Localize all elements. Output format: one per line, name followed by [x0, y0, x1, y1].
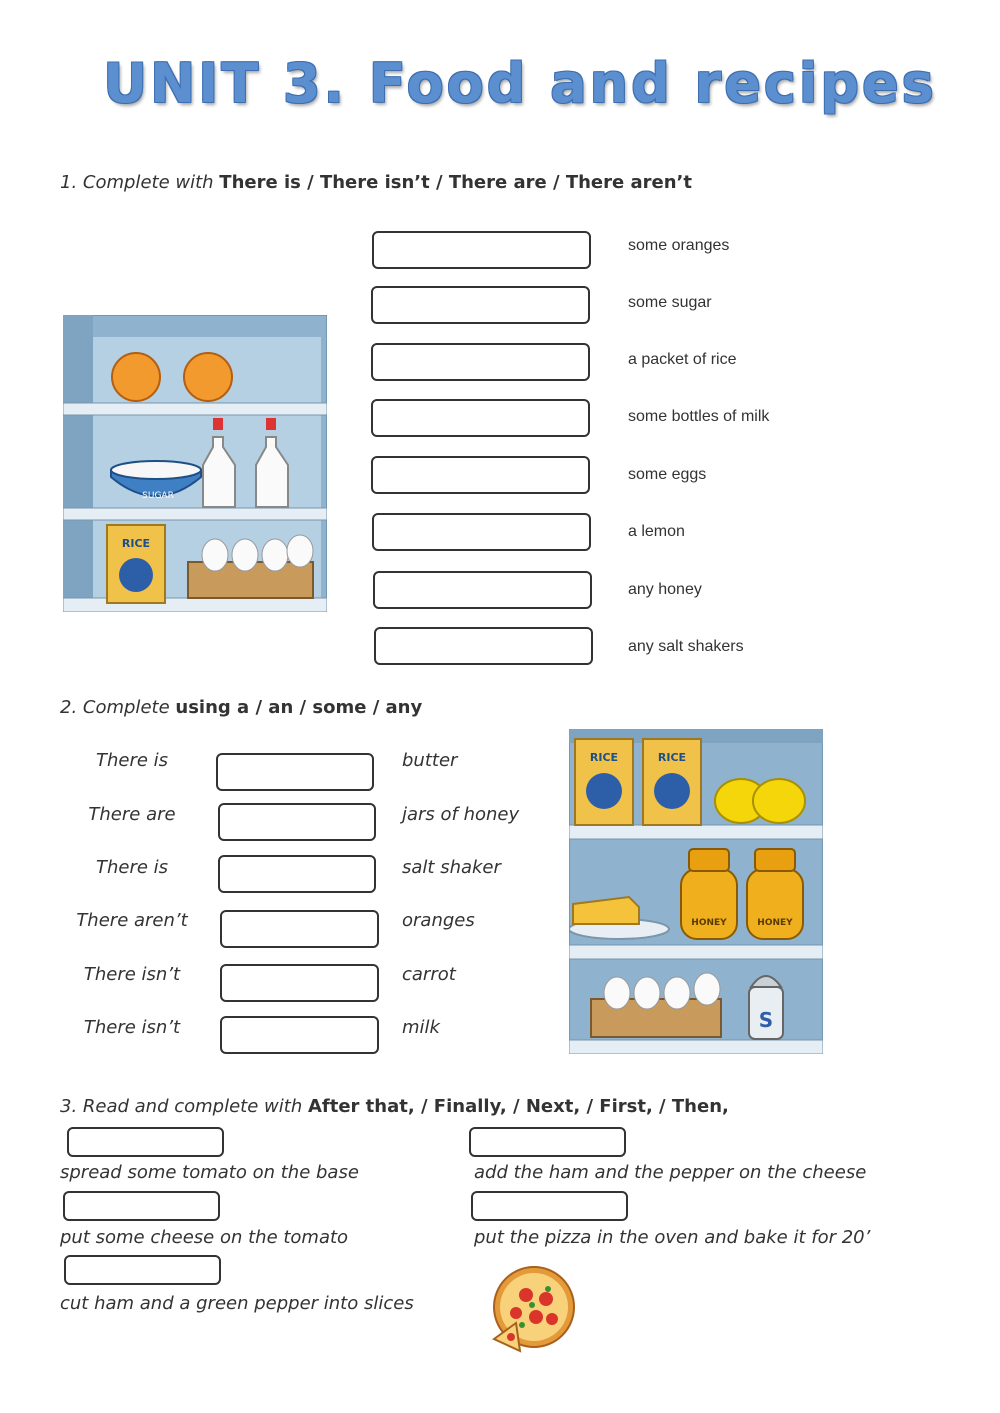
item-label: some eggs [628, 466, 707, 483]
sentence-end: butter [402, 750, 458, 771]
answer-box-2-2[interactable] [218, 803, 376, 841]
honey-jar-icon [681, 869, 737, 939]
exercise-3-heading [60, 1096, 729, 1117]
sentence-end: jars of honey [402, 804, 520, 825]
exercise-2-heading [60, 697, 422, 718]
answer-box-2-5[interactable] [220, 964, 379, 1002]
rice-label: RICE [657, 751, 687, 764]
answer-box-2-4[interactable] [220, 910, 379, 948]
sentence-start: There are [88, 804, 176, 825]
orange-icon [184, 353, 232, 401]
item-label: any honey [628, 581, 702, 598]
lemon-icon [753, 779, 805, 823]
recipe-step: add the ham and the pepper on the cheese [474, 1162, 867, 1183]
answer-box-3-2[interactable] [63, 1191, 220, 1221]
honey-jar-icon [747, 869, 803, 939]
page-title: UNIT 3. Food and recipes [103, 52, 937, 115]
answer-box-1-8[interactable] [374, 627, 593, 665]
answer-box-2-6[interactable] [220, 1016, 379, 1054]
exercise-1-heading [60, 172, 692, 193]
salt-label: S [758, 1008, 774, 1032]
exercise-3-options: After that, / Finally, / Next, / First, / Then, [307, 1096, 729, 1117]
answer-box-2-3[interactable] [218, 855, 376, 893]
recipe-step: cut ham and a green pepper into slices [60, 1293, 414, 1314]
sentence-start: There is [95, 750, 169, 771]
sentence-start: There isn’t [83, 964, 181, 985]
orange-icon [112, 353, 160, 401]
exercise-3-prompt: 3. Read and complete with [60, 1096, 303, 1117]
pizza-icon [486, 1265, 582, 1355]
answer-box-1-3[interactable] [371, 343, 590, 381]
sentence-end: carrot [402, 964, 456, 985]
answer-box-3-1[interactable] [67, 1127, 224, 1157]
answer-box-3-3[interactable] [64, 1255, 221, 1285]
sentence-start: There aren’t [76, 910, 188, 931]
item-label: some sugar [628, 294, 712, 311]
rice-label: RICE [589, 751, 619, 764]
answer-box-3-5[interactable] [471, 1191, 628, 1221]
answer-box-1-6[interactable] [372, 513, 591, 551]
item-label: some oranges [628, 237, 730, 254]
fridge-image-1 [63, 315, 327, 612]
recipe-step: put some cheese on the tomato [60, 1227, 349, 1248]
exercise-2-prompt: 2. Complete [60, 697, 170, 718]
sentence-start: There isn’t [83, 1017, 181, 1038]
sentence-end: salt shaker [402, 857, 501, 878]
item-label: a packet of rice [628, 351, 737, 368]
answer-box-1-5[interactable] [371, 456, 590, 494]
sugar-label: SUGAR [142, 491, 174, 501]
answer-box-3-4[interactable] [469, 1127, 626, 1157]
answer-box-1-1[interactable] [372, 231, 591, 269]
recipe-step: spread some tomato on the base [60, 1162, 359, 1183]
item-label: a lemon [628, 523, 685, 540]
answer-box-1-2[interactable] [371, 286, 590, 324]
sentence-end: oranges [402, 910, 475, 931]
exercise-1-prompt: 1. Complete with [60, 172, 214, 193]
answer-box-1-7[interactable] [373, 571, 592, 609]
exercise-1-options: There is / There isn’t / There are / There aren’t [219, 172, 692, 193]
fridge-image-2 [569, 729, 823, 1054]
sentence-start: There is [95, 857, 169, 878]
exercise-2-options: using a / an / some / any [175, 697, 423, 718]
rice-label: RICE [121, 537, 151, 550]
item-label: some bottles of milk [628, 408, 770, 425]
answer-box-2-1[interactable] [216, 753, 374, 791]
answer-box-1-4[interactable] [371, 399, 590, 437]
sentence-end: milk [402, 1017, 440, 1038]
honey-label: HONEY [691, 918, 727, 928]
recipe-step: put the pizza in the oven and bake it for 20’ [474, 1227, 871, 1248]
honey-label: HONEY [757, 918, 793, 928]
item-label: any salt shakers [628, 638, 744, 655]
